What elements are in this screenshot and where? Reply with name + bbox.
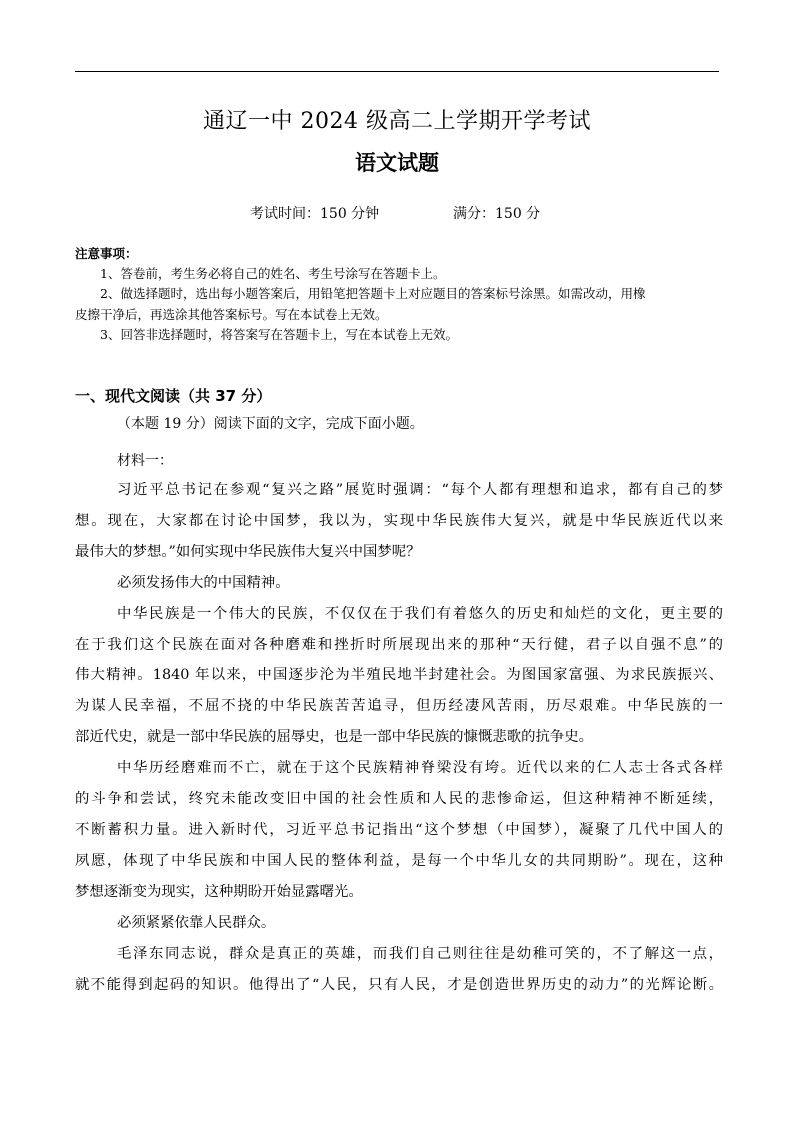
passage-line: 就不能得到起码的知识。他得出了“人民，只有人民，才是创造世界历史的动力”的光辉论断。 — [75, 976, 723, 993]
passage-line: 夙愿，体现了中华民族和中国人民的整体利益，是每一个中华儿女的共同期盼”。现在，这种 — [75, 852, 723, 869]
passage-line: 中华历经磨难而不亡，就在于这个民族精神脊梁没有垮。近代以来的仁人志士各式各样 — [117, 760, 723, 777]
passage-line: 必须紧紧依靠人民群众。 — [117, 914, 276, 931]
exam-title: 通辽一中 2024 级高二上学期开学考试 — [203, 109, 591, 134]
notice-heading: 注意事项： — [75, 246, 138, 261]
notice-block — [75, 244, 725, 345]
passage-line: 伟大精神。1840 年以来，中国逐步沦为半殖民地半封建社会。为图国家富强、为求民族振兴、 — [75, 667, 723, 684]
passage-line: 部近代史，就是一部中华民族的屈辱史，也是一部中华民族的慷慨悲歌的抗争史。 — [75, 729, 594, 746]
full-score: 满分：150 分 — [453, 206, 541, 222]
passage-line: 梦想逐渐变为现实，这种期盼开始显露曙光。 — [75, 883, 363, 900]
passage-line: 习近平总书记在参观“复兴之路”展览时强调：“每个人都有理想和追求，都有自己的梦 — [117, 482, 723, 498]
passage-line: 在于我们这个民族在面对各种磨难和挫折时所展现出来的那种“天行健，君子以自强不息”的 — [75, 636, 723, 653]
notice-item: 1、答卷前，考生务必将自己的姓名、考生号涂写在答题卡上。 — [100, 266, 446, 282]
section-heading: 一、现代文阅读（共 37 分） — [75, 387, 272, 405]
header-rule — [75, 71, 719, 72]
exam-time: 考试时间：150 分钟 — [250, 206, 380, 222]
passage-line: 最伟大的梦想。”如何实现中华民族伟大复兴中国梦呢？ — [75, 543, 421, 560]
reading-passage — [75, 475, 723, 1000]
passage-line: 中华民族是一个伟大的民族，不仅仅在于我们有着悠久的历史和灿烂的文化，更主要的 — [117, 605, 723, 622]
notice-item: 2、做选择题时，选出每小题答案后，用铅笔把答题卡上对应题目的答案标号涂黑。如需改动，用橡 — [100, 286, 646, 302]
passage-line: 想。现在，大家都在讨论中国梦，我以为，实现中华民族伟大复兴，就是中华民族近代以来 — [75, 512, 723, 529]
passage-line: 的斗争和尝试，终究未能改变旧中国的社会性质和人民的悲惨命运，但这种精神不断延续， — [75, 791, 723, 808]
passage-line: 不断蓄积力量。进入新时代，习近平总书记指出“这个梦想（中国梦），凝聚了几代中国人的 — [75, 821, 723, 838]
passage-line: 毛泽东同志说，群众是真正的英雄，而我们自己则往往是幼稚可笑的，不了解这一点， — [117, 945, 723, 962]
passage-line: 为谋人民幸福，不屈不挠的中华民族苦苦追寻，但历经凄风苦雨，历尽艰难。中华民族的一 — [75, 698, 723, 715]
notice-item-continued: 皮擦干净后，再选涂其他答案标号。写在本试卷上无效。 — [75, 306, 388, 322]
question-intro: （本题 19 分）阅读下面的文字，完成下面小题。 — [117, 416, 424, 432]
subject-title: 语文试题 — [355, 151, 439, 175]
notice-item: 3、回答非选择题时，将答案写在答题卡上，写在本试卷上无效。 — [100, 326, 458, 342]
passage-line: 必须发扬伟大的中国精神。 — [117, 574, 290, 591]
material-label: 材料一： — [117, 453, 173, 469]
